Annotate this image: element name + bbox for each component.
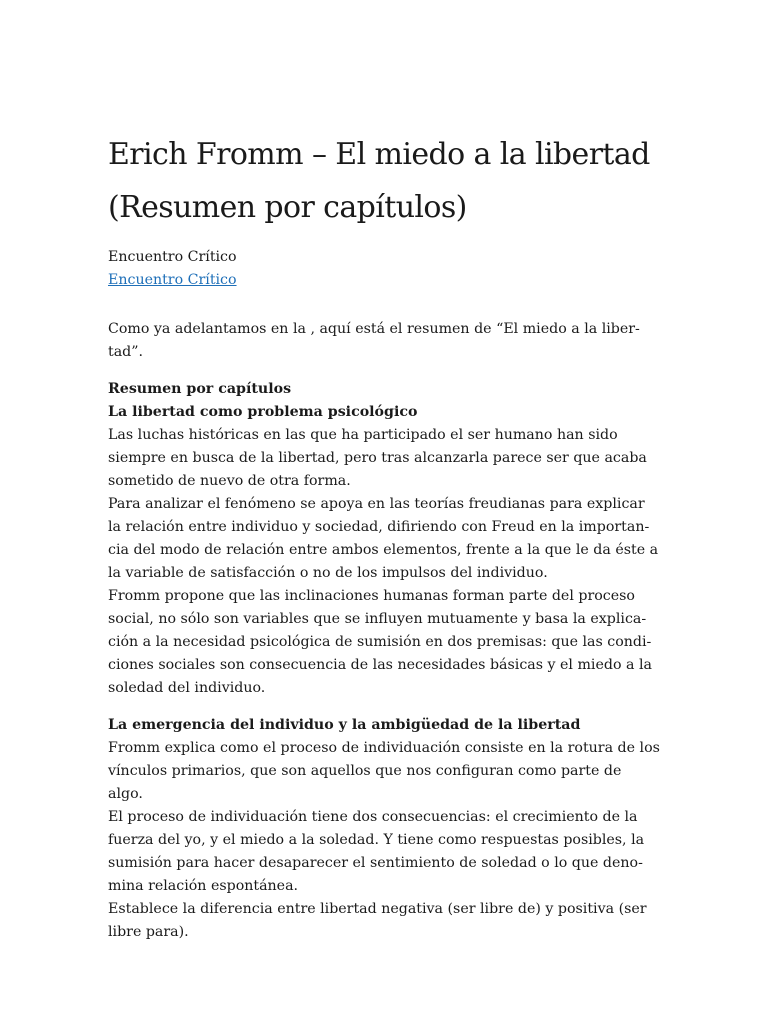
title-line-1: Erich Fromm – El miedo a la libertad: [108, 137, 650, 172]
section-chapter-1: [108, 378, 660, 700]
summary-heading: Resumen por capítulos: [108, 381, 292, 397]
chapter-1-heading: La libertad como problema psicológico: [108, 404, 418, 420]
body-paragraph: Establece la diferencia entre libertad negativa (ser libre de) y positiva (ser libre para).: [108, 901, 647, 940]
document-title: [108, 128, 660, 234]
body-paragraph: Para analizar el fenómeno se apoya en las teorías freudianas para explicar la relación entre individuo y sociedad, difiriendo con Freud en la importan-cia del modo de relación entre ambos elementos, frente a la que le da éste a la variable de satisfacción o no de los impulsos del individuo.: [108, 496, 659, 581]
body-paragraph: Fromm propone que las inclinaciones humanas forman parte del proceso social, no sólo son variables que se influyen mutuamente y basa la explica-ción a la necesidad psicológica de sumisión en dos premisas: que las condi-ciones sociales son consecuencia de las necesidades básicas y el miedo a la soledad del individuo.: [108, 588, 652, 696]
body-paragraph: El proceso de individuación tiene dos consecuencias: el crecimiento de la fuerza del yo, y el miedo a la soledad. Y tiene como respuestas posibles, la sumisión para hacer desaparecer el sentimiento de soledad o lo que deno-mina relación espontánea.: [108, 809, 645, 894]
intro-paragraph: Como ya adelantamos en la , aquí está el resumen de “El miedo a la liber-tad”.: [108, 321, 640, 360]
section-chapter-2: [108, 714, 660, 944]
body-paragraph: Fromm explica como el proceso de individuación consiste en la rotura de los vínculos primarios, que son aquellos que nos configuran como parte de algo.: [108, 740, 660, 802]
document-page: [108, 128, 660, 944]
author-name: Encuentro Crítico: [108, 249, 237, 265]
body-paragraph: Las luchas históricas en las que ha participado el ser humano han sido siempre en busca de la libertad, pero tras alcanzarla parece ser que acaba sometido de nuevo de otra forma.: [108, 427, 647, 489]
title-line-2: (Resumen por capítulos): [108, 190, 467, 225]
chapter-2-heading: La emergencia del individuo y la ambigüedad de la libertad: [108, 717, 581, 733]
author-link[interactable]: Encuentro Crítico: [108, 272, 237, 288]
